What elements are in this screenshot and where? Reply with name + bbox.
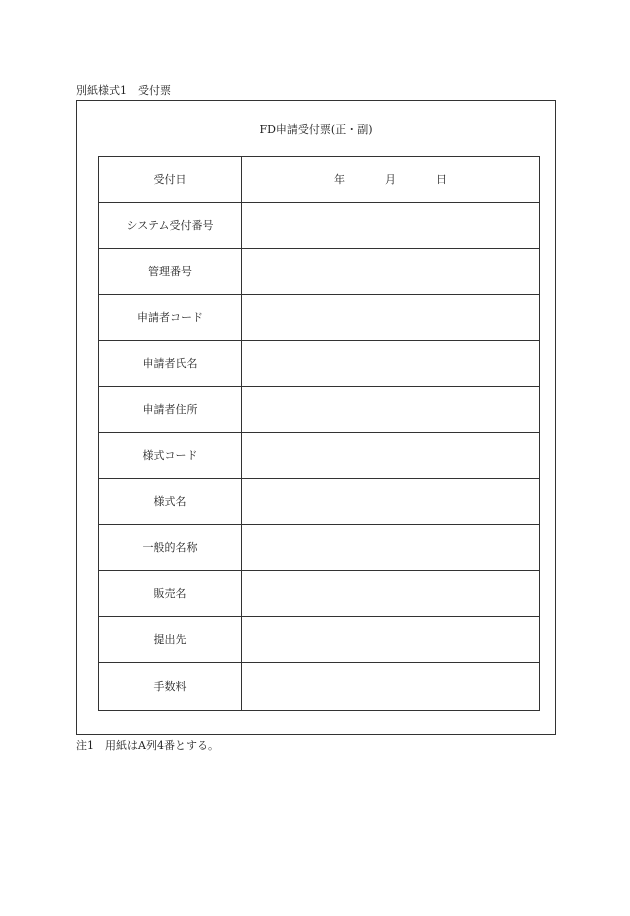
row-label-receipt-date: 受付日: [99, 157, 242, 203]
field-form-code[interactable]: [242, 433, 540, 479]
table-row-form-code: [99, 433, 540, 479]
field-applicant-address[interactable]: [242, 387, 540, 433]
field-form-name[interactable]: [242, 479, 540, 525]
row-label-form-name: 様式名: [99, 479, 242, 525]
table-row-applicant-name: [99, 341, 540, 387]
year-label: 年: [334, 172, 345, 186]
field-management-number[interactable]: [242, 249, 540, 295]
row-label-applicant-name: 申請者氏名: [99, 341, 242, 387]
form-header-label: 別紙様式1 受付票: [76, 84, 171, 97]
table-row-submission-destination: [99, 617, 540, 663]
table-row-applicant-address: [99, 387, 540, 433]
field-fee[interactable]: [242, 663, 540, 711]
day-label: 日: [436, 172, 447, 186]
table-row-applicant-code: [99, 295, 540, 341]
field-system-receipt-number[interactable]: [242, 203, 540, 249]
table-row-generic-name: [99, 525, 540, 571]
field-applicant-name[interactable]: [242, 341, 540, 387]
field-applicant-code[interactable]: [242, 295, 540, 341]
date-field[interactable]: [242, 157, 540, 203]
table-row-receipt-date: [99, 157, 540, 203]
row-label-form-code: 様式コード: [99, 433, 242, 479]
row-label-brand-name: 販売名: [99, 571, 242, 617]
table-row-form-name: [99, 479, 540, 525]
table-row-system-receipt-number: [99, 203, 540, 249]
row-label-applicant-code: 申請者コード: [99, 295, 242, 341]
receipt-form-table: [98, 156, 540, 711]
row-label-fee: 手数料: [99, 663, 242, 711]
field-generic-name[interactable]: [242, 525, 540, 571]
row-label-management-number: 管理番号: [99, 249, 242, 295]
table-row-brand-name: [99, 571, 540, 617]
table-row-fee: [99, 663, 540, 711]
row-label-generic-name: 一般的名称: [99, 525, 242, 571]
row-label-submission-destination: 提出先: [99, 617, 242, 663]
field-submission-destination[interactable]: [242, 617, 540, 663]
field-brand-name[interactable]: [242, 571, 540, 617]
row-label-applicant-address: 申請者住所: [99, 387, 242, 433]
table-row-management-number: [99, 249, 540, 295]
form-frame: [76, 100, 556, 735]
form-title: FD申請受付票(正・副): [259, 123, 373, 136]
month-label: 月: [385, 172, 396, 186]
footnote: 注1 用紙はA列4番とする。: [76, 739, 219, 752]
row-label-system-receipt-number: システム受付番号: [99, 203, 242, 249]
